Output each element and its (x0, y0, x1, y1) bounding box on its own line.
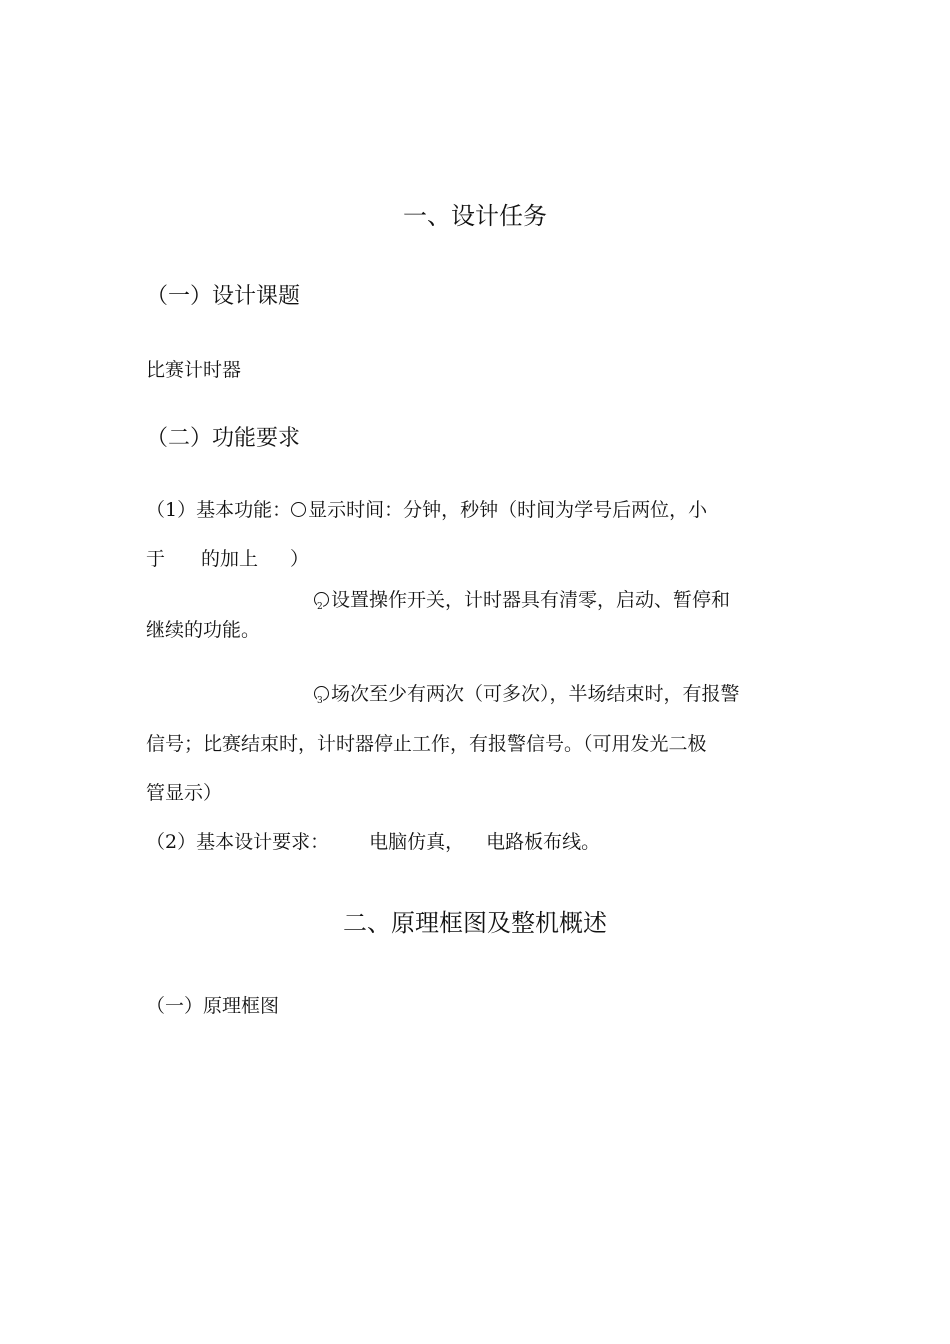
requirement-2-item-1: 电脑仿真， (369, 831, 465, 853)
requirement-1-line-1 (146, 501, 707, 520)
requirement-1-item-3-text: 场次至少有两次（可多次），半场结束时，有报警 (331, 683, 740, 705)
design-topic: 比赛计时器 (146, 359, 242, 381)
circled-number-1-icon (291, 502, 306, 517)
circled-number-3-icon: 3 (314, 686, 329, 701)
requirement-1-item-2-line-1 (314, 591, 730, 610)
requirement-1-item-1-cont-b: 的加上 (201, 548, 259, 570)
requirement-1-item-2-line-2: 继续的功能。 (146, 619, 261, 641)
requirement-1-item-1-text: 显示时间：分钟，秒钟（时间为学号后两位，小 (308, 499, 708, 521)
section-2-sub-1-heading: （一）原理框图 (146, 995, 280, 1017)
section-1-sub-1-heading: （一）设计课题 (146, 284, 301, 309)
section-1-sub-2-heading: （二）功能要求 (146, 426, 301, 451)
requirement-1-item-2-text: 设置操作开关，计时器具有清零，启动、暂停和 (331, 589, 731, 611)
requirement-1-item-3-line-3: 管显示） (146, 782, 223, 804)
requirement-1-item-1-cont-a: 于 (146, 548, 166, 570)
requirement-1-prefix: （1）基本功能： (146, 499, 292, 521)
circled-number-2-icon: 2 (314, 592, 329, 607)
section-1-title: 一、设计任务 (403, 202, 547, 230)
requirement-2-prefix: （2）基本设计要求： (146, 831, 330, 853)
requirement-1-item-3-line-2: 信号；比赛结束时，计时器停止工作，有报警信号。（可用发光二极 (146, 733, 707, 755)
requirement-1-item-1-cont-c: ） (290, 548, 310, 570)
requirement-1-line-2 (146, 550, 309, 569)
requirement-2-line (146, 833, 600, 852)
requirement-2-item-2: 电路板布线。 (486, 831, 601, 853)
requirement-1-item-3-line-1 (314, 685, 740, 704)
section-2-title: 二、原理框图及整机概述 (343, 909, 607, 937)
